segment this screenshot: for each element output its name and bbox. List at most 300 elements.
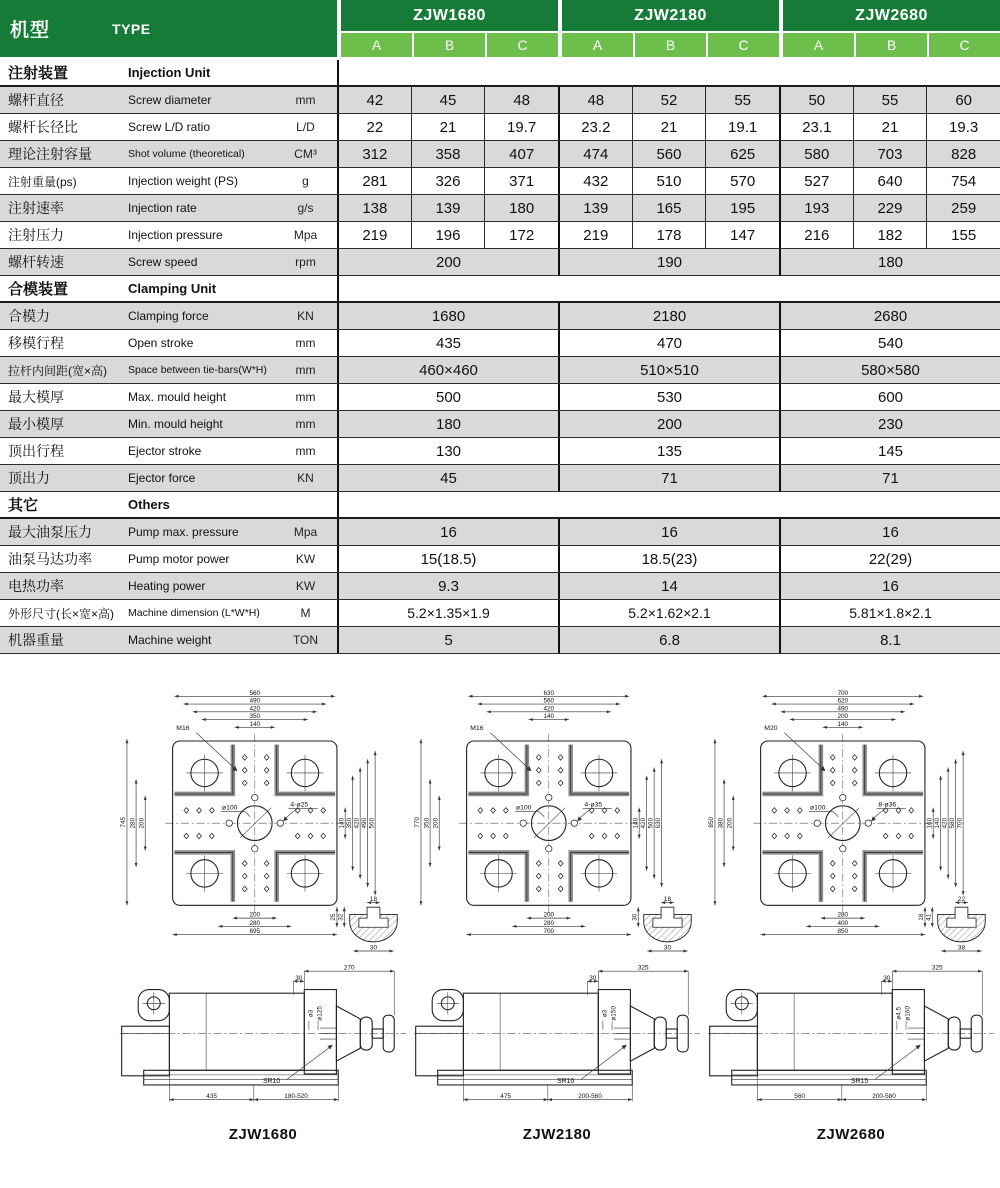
value-cell-merged: 1680 xyxy=(337,303,558,329)
value-cell: 560 xyxy=(632,141,706,167)
svg-text:ø4.5: ø4.5 xyxy=(895,1006,903,1020)
svg-text:580: 580 xyxy=(948,817,956,829)
model-group-zjw2680 xyxy=(783,0,1000,57)
label-zh: 油泵马达功率 xyxy=(8,551,92,567)
spec-row-ejector-stroke xyxy=(0,438,1000,465)
value-cell-merged: 540 xyxy=(779,330,1000,356)
svg-text:270: 270 xyxy=(343,964,355,972)
spec-row-machine-weight xyxy=(0,627,1000,654)
spec-row-machine-dimension-l-w-h xyxy=(0,600,1000,627)
value-cell-merged: 16 xyxy=(337,519,558,545)
value-cell: 48 xyxy=(484,87,558,113)
label-zh: 外形尺寸(长×宽×高) xyxy=(8,606,115,621)
table-header xyxy=(0,0,1000,57)
svg-text:SR15: SR15 xyxy=(851,1078,869,1086)
svg-text:30: 30 xyxy=(369,944,378,952)
value-cell: 138 xyxy=(337,195,411,221)
unit-label: KN xyxy=(297,309,314,323)
spec-row-injection-rate xyxy=(0,195,1000,222)
spec-row-pump-max-pressure xyxy=(0,519,1000,546)
model-name-zjw1680: ZJW1680 xyxy=(341,0,558,31)
svg-text:280: 280 xyxy=(837,911,849,919)
drawing-cell-zjw2680 xyxy=(704,688,998,1143)
svg-text:ø3: ø3 xyxy=(601,1009,609,1018)
svg-text:180-520: 180-520 xyxy=(284,1093,308,1101)
svg-text:SR10: SR10 xyxy=(557,1078,575,1086)
subcol-row xyxy=(341,33,558,57)
svg-text:490: 490 xyxy=(249,697,261,705)
value-cell-merged: 130 xyxy=(337,438,558,464)
svg-text:200: 200 xyxy=(726,817,734,829)
value-cell-merged: 500 xyxy=(337,384,558,410)
value-cell: 326 xyxy=(411,168,485,194)
unit-label: KW xyxy=(295,579,316,593)
model-name-zjw2680: ZJW2680 xyxy=(783,0,1000,31)
value-cell-merged: 180 xyxy=(337,411,558,437)
svg-text:420: 420 xyxy=(353,817,361,829)
svg-text:ø125: ø125 xyxy=(316,1006,324,1021)
svg-text:420: 420 xyxy=(941,817,949,829)
value-cell: 510 xyxy=(632,168,706,194)
value-cell: 407 xyxy=(484,141,558,167)
spec-row-screw-speed xyxy=(0,249,1000,276)
svg-text:560: 560 xyxy=(543,697,555,705)
svg-text:41: 41 xyxy=(925,913,933,921)
value-cell: 21 xyxy=(411,114,485,140)
value-cell: 474 xyxy=(558,141,632,167)
label-zh: 注射速率 xyxy=(8,200,64,216)
platen-drawing xyxy=(116,688,410,962)
svg-text:200: 200 xyxy=(543,911,555,919)
value-cell-merged: 2180 xyxy=(558,303,779,329)
unit-label: g/s xyxy=(297,201,314,215)
model-group-zjw1680 xyxy=(341,0,558,57)
svg-text:200-560: 200-560 xyxy=(578,1093,602,1101)
value-cell-merged: 16 xyxy=(558,519,779,545)
label-zh: 最大油泵压力 xyxy=(8,524,92,540)
label-en: Space between tie-bars(W*H) xyxy=(128,364,267,376)
value-cell: 182 xyxy=(853,222,927,248)
label-en: Injection weight (PS) xyxy=(128,174,239,188)
value-cell: 432 xyxy=(558,168,632,194)
value-cell-merged: 71 xyxy=(779,465,1000,491)
svg-text:M16: M16 xyxy=(176,725,190,733)
value-cell-merged: 15(18.5) xyxy=(337,546,558,572)
section-title-zh: 其它 xyxy=(8,497,39,514)
svg-text:620: 620 xyxy=(837,697,849,705)
type-label-zh: 机型 xyxy=(10,20,51,41)
subcol-zjw2680-b: B xyxy=(856,33,927,57)
label-zh: 电热功率 xyxy=(8,578,64,594)
value-cell: 193 xyxy=(779,195,853,221)
unit-label: Mpa xyxy=(293,228,318,242)
label-zh: 机器重量 xyxy=(8,632,64,648)
svg-text:ø150: ø150 xyxy=(610,1006,618,1021)
label-zh: 螺杆转速 xyxy=(8,254,64,270)
value-cell: 55 xyxy=(853,87,927,113)
value-cell: 147 xyxy=(705,222,779,248)
value-cell: 19.3 xyxy=(926,114,1000,140)
label-en: Injection rate xyxy=(128,201,197,215)
type-header-cell xyxy=(0,0,337,57)
unit-label: TON xyxy=(292,633,319,647)
value-cell: 703 xyxy=(853,141,927,167)
svg-text:695: 695 xyxy=(249,928,261,936)
svg-text:475: 475 xyxy=(500,1093,511,1101)
svg-text:700: 700 xyxy=(956,817,964,829)
value-cell: 312 xyxy=(337,141,411,167)
svg-text:490: 490 xyxy=(837,705,849,713)
spec-row-open-stroke xyxy=(0,330,1000,357)
svg-text:30: 30 xyxy=(589,974,597,982)
svg-text:560: 560 xyxy=(249,689,261,697)
svg-text:560: 560 xyxy=(368,817,376,829)
label-en: Max. mould height xyxy=(128,390,227,404)
value-cell: 640 xyxy=(853,168,927,194)
subcol-zjw1680-a: A xyxy=(341,33,412,57)
value-cell-merged: 16 xyxy=(779,573,1000,599)
spec-row-screw-diameter xyxy=(0,87,1000,114)
drawing-caption: ZJW1680 xyxy=(228,1126,298,1143)
subcol-zjw2180-b: B xyxy=(635,33,706,57)
value-cell: 19.7 xyxy=(484,114,558,140)
value-cell: 371 xyxy=(484,168,558,194)
svg-text:M16: M16 xyxy=(470,725,484,733)
unit-label: mm xyxy=(295,363,316,377)
unit-label: mm xyxy=(295,336,316,350)
svg-text:560: 560 xyxy=(794,1093,805,1101)
label-zh: 最大模厚 xyxy=(8,389,64,405)
section-title-zh: 合模装置 xyxy=(8,281,69,298)
type-label-en: TYPE xyxy=(112,20,151,37)
label-zh: 顶出行程 xyxy=(8,443,64,459)
value-cell-merged: 71 xyxy=(558,465,779,491)
value-cell-merged: 510×510 xyxy=(558,357,779,383)
subcol-zjw2180-c: C xyxy=(708,33,779,57)
svg-text:200: 200 xyxy=(837,713,849,721)
svg-text:700: 700 xyxy=(543,928,555,936)
unit-label: rpm xyxy=(295,255,316,269)
label-en: Clamping force xyxy=(128,309,209,323)
spec-row-space-between-tie-bars-w-h xyxy=(0,357,1000,384)
value-cell-merged: 230 xyxy=(779,411,1000,437)
svg-text:140: 140 xyxy=(837,720,849,728)
svg-text:400: 400 xyxy=(837,919,849,927)
svg-text:140: 140 xyxy=(249,720,261,728)
subcol-row xyxy=(783,33,1000,57)
value-cell: 22 xyxy=(337,114,411,140)
value-cell: 180 xyxy=(484,195,558,221)
svg-text:160: 160 xyxy=(926,817,934,829)
value-cell: 19.1 xyxy=(705,114,779,140)
svg-text:380: 380 xyxy=(717,817,725,829)
label-zh: 螺杆直径 xyxy=(8,92,64,108)
svg-text:32: 32 xyxy=(337,913,345,921)
svg-text:200: 200 xyxy=(249,911,261,919)
value-cell-merged: 45 xyxy=(337,465,558,491)
side-view-drawing xyxy=(704,962,998,1118)
section-title-zh: 注射装置 xyxy=(8,65,69,82)
svg-text:ø3: ø3 xyxy=(307,1009,315,1018)
svg-text:ø100: ø100 xyxy=(221,804,238,812)
svg-text:140: 140 xyxy=(933,817,941,829)
svg-text:22: 22 xyxy=(957,896,966,904)
svg-text:325: 325 xyxy=(637,964,649,972)
value-cell: 828 xyxy=(926,141,1000,167)
svg-text:140: 140 xyxy=(632,817,640,829)
value-cell-merged: 2680 xyxy=(779,303,1000,329)
value-cell: 60 xyxy=(926,87,1000,113)
label-en: Machine weight xyxy=(128,633,212,647)
value-cell-merged: 200 xyxy=(558,411,779,437)
model-group-zjw2180 xyxy=(562,0,779,57)
value-cell: 139 xyxy=(558,195,632,221)
spec-row-max-mould-height xyxy=(0,384,1000,411)
section-title-en: Clamping Unit xyxy=(128,281,217,296)
svg-text:850: 850 xyxy=(837,928,849,936)
value-cell-merged: 14 xyxy=(558,573,779,599)
svg-text:700: 700 xyxy=(837,689,849,697)
value-cell: 570 xyxy=(705,168,779,194)
unit-label: M xyxy=(300,606,311,620)
value-cell-merged: 460×460 xyxy=(337,357,558,383)
label-zh: 顶出力 xyxy=(8,470,50,486)
platen-drawing xyxy=(704,688,998,962)
value-cell-merged: 470 xyxy=(558,330,779,356)
svg-text:25: 25 xyxy=(330,913,338,921)
drawing-caption: ZJW2180 xyxy=(522,1126,592,1143)
subcol-zjw2180-a: A xyxy=(562,33,633,57)
svg-text:420: 420 xyxy=(543,705,555,713)
side-view-drawing xyxy=(410,962,704,1118)
svg-text:30: 30 xyxy=(883,974,891,982)
value-cell: 219 xyxy=(337,222,411,248)
table-cell xyxy=(337,492,1000,517)
svg-text:140: 140 xyxy=(543,713,555,721)
value-cell-merged: 18.5(23) xyxy=(558,546,779,572)
unit-label: KN xyxy=(297,471,314,485)
value-cell: 216 xyxy=(779,222,853,248)
technical-drawings xyxy=(116,688,1000,1143)
value-cell: 172 xyxy=(484,222,558,248)
label-en: Ejector stroke xyxy=(128,444,202,458)
spec-row-shot-volume-theoretical xyxy=(0,141,1000,168)
subcol-zjw2680-a: A xyxy=(783,33,854,57)
value-cell: 281 xyxy=(337,168,411,194)
label-zh: 最小模厚 xyxy=(8,416,64,432)
table-cell xyxy=(337,276,1000,301)
svg-text:420: 420 xyxy=(249,705,261,713)
svg-text:18: 18 xyxy=(918,913,926,921)
value-cell-merged: 145 xyxy=(779,438,1000,464)
value-cell-merged: 580×580 xyxy=(779,357,1000,383)
value-cell: 527 xyxy=(779,168,853,194)
spec-row-min-mould-height xyxy=(0,411,1000,438)
svg-text:490: 490 xyxy=(360,817,368,829)
svg-text:4-ø35: 4-ø35 xyxy=(584,801,603,809)
value-cell: 23.1 xyxy=(779,114,853,140)
value-cell-merged: 9.3 xyxy=(337,573,558,599)
spec-row-injection-weight-ps xyxy=(0,168,1000,195)
svg-text:ø100: ø100 xyxy=(515,804,532,812)
value-cell: 139 xyxy=(411,195,485,221)
svg-text:350: 350 xyxy=(423,817,431,829)
label-en: Open stroke xyxy=(128,336,194,350)
label-zh: 移模行程 xyxy=(8,335,64,351)
label-en: Ejector force xyxy=(128,471,196,485)
unit-label: mm xyxy=(295,390,316,404)
label-en: Machine dimension (L*W*H) xyxy=(128,607,260,619)
label-en: Pump max. pressure xyxy=(128,525,239,539)
svg-text:18: 18 xyxy=(663,896,672,904)
value-cell: 155 xyxy=(926,222,1000,248)
svg-text:38: 38 xyxy=(957,944,966,952)
spec-row-clamping-force xyxy=(0,303,1000,330)
value-cell: 42 xyxy=(337,87,411,113)
svg-text:4-ø25: 4-ø25 xyxy=(290,801,309,809)
svg-text:SR10: SR10 xyxy=(263,1078,281,1086)
unit-label: L/D xyxy=(296,120,315,134)
subcol-zjw1680-c: C xyxy=(487,33,558,57)
value-cell-merged: 200 xyxy=(337,249,558,275)
section-row xyxy=(0,60,1000,87)
value-cell-merged: 190 xyxy=(558,249,779,275)
svg-text:435: 435 xyxy=(206,1093,217,1101)
platen-drawing xyxy=(410,688,704,962)
subcol-zjw1680-b: B xyxy=(414,33,485,57)
value-cell: 229 xyxy=(853,195,927,221)
value-cell-merged: 6.8 xyxy=(558,627,779,653)
svg-text:630: 630 xyxy=(654,817,662,829)
label-en: Screw L/D ratio xyxy=(128,120,211,134)
svg-text:200: 200 xyxy=(432,817,440,829)
value-cell-merged: 530 xyxy=(558,384,779,410)
label-en: Heating power xyxy=(128,579,206,593)
svg-text:30: 30 xyxy=(631,913,639,921)
table-cell xyxy=(337,60,1000,85)
value-cell: 23.2 xyxy=(558,114,632,140)
value-cell: 754 xyxy=(926,168,1000,194)
svg-text:420: 420 xyxy=(639,817,647,829)
value-cell: 45 xyxy=(411,87,485,113)
svg-text:200-580: 200-580 xyxy=(872,1093,896,1101)
svg-text:140: 140 xyxy=(338,817,346,829)
svg-text:30: 30 xyxy=(663,944,672,952)
value-cell: 165 xyxy=(632,195,706,221)
side-view-drawing xyxy=(116,962,410,1118)
label-zh: 理论注射容量 xyxy=(8,146,92,162)
value-cell-merged: 5.81×1.8×2.1 xyxy=(779,600,1000,626)
value-cell: 52 xyxy=(632,87,706,113)
value-cell-merged: 135 xyxy=(558,438,779,464)
label-en: Screw diameter xyxy=(128,93,212,107)
drawing-cell-zjw1680 xyxy=(116,688,410,1143)
spec-table-body xyxy=(0,60,1000,654)
svg-text:630: 630 xyxy=(543,689,555,697)
unit-label: KW xyxy=(295,552,316,566)
value-cell: 21 xyxy=(853,114,927,140)
label-zh: 螺杆长径比 xyxy=(8,119,78,135)
label-en: Min. mould height xyxy=(128,417,223,431)
svg-text:280: 280 xyxy=(129,817,137,829)
unit-label: mm xyxy=(295,444,316,458)
svg-text:325: 325 xyxy=(931,964,943,972)
label-zh: 拉杆内间距(宽×高) xyxy=(8,363,108,378)
label-en: Screw speed xyxy=(128,255,198,269)
svg-text:350: 350 xyxy=(345,817,353,829)
value-cell: 21 xyxy=(632,114,706,140)
value-cell: 178 xyxy=(632,222,706,248)
svg-text:745: 745 xyxy=(120,816,128,828)
spec-row-pump-motor-power xyxy=(0,546,1000,573)
value-cell: 358 xyxy=(411,141,485,167)
value-cell: 48 xyxy=(558,87,632,113)
spec-row-screw-l-d-ratio xyxy=(0,114,1000,141)
svg-text:850: 850 xyxy=(708,816,716,828)
label-en: Shot volume (theoretical) xyxy=(128,148,245,160)
spec-row-heating-power xyxy=(0,573,1000,600)
label-en: Injection pressure xyxy=(128,228,223,242)
unit-label: mm xyxy=(295,417,316,431)
value-cell-merged: 600 xyxy=(779,384,1000,410)
svg-text:ø100: ø100 xyxy=(809,804,826,812)
value-cell-merged: 22(29) xyxy=(779,546,1000,572)
svg-text:770: 770 xyxy=(414,816,422,828)
value-cell: 259 xyxy=(926,195,1000,221)
spec-row-ejector-force xyxy=(0,465,1000,492)
spec-row-injection-pressure xyxy=(0,222,1000,249)
value-cell-merged: 5.2×1.35×1.9 xyxy=(337,600,558,626)
unit-label: g xyxy=(302,174,309,188)
value-cell: 55 xyxy=(705,87,779,113)
label-zh: 注射重量(ps) xyxy=(8,174,77,189)
svg-text:ø160: ø160 xyxy=(904,1006,912,1021)
unit-label: Mpa xyxy=(293,525,318,539)
section-row xyxy=(0,276,1000,303)
model-name-zjw2180: ZJW2180 xyxy=(562,0,779,31)
svg-text:350: 350 xyxy=(249,713,261,721)
drawing-cell-zjw2180 xyxy=(410,688,704,1143)
svg-text:280: 280 xyxy=(249,919,261,927)
value-cell-merged: 16 xyxy=(779,519,1000,545)
label-zh: 注射压力 xyxy=(8,227,64,243)
value-cell: 219 xyxy=(558,222,632,248)
svg-text:280: 280 xyxy=(543,919,555,927)
section-title-en: Injection Unit xyxy=(128,65,211,80)
value-cell: 195 xyxy=(705,195,779,221)
value-cell-merged: 5 xyxy=(337,627,558,653)
value-cell: 196 xyxy=(411,222,485,248)
section-title-en: Others xyxy=(128,497,170,512)
svg-text:30: 30 xyxy=(295,974,303,982)
svg-text:M20: M20 xyxy=(764,725,778,733)
svg-text:8-ø36: 8-ø36 xyxy=(878,801,897,809)
value-cell-merged: 435 xyxy=(337,330,558,356)
section-row xyxy=(0,492,1000,519)
drawing-caption: ZJW2680 xyxy=(816,1126,886,1143)
subcol-row xyxy=(562,33,779,57)
value-cell: 580 xyxy=(779,141,853,167)
value-cell: 625 xyxy=(705,141,779,167)
svg-text:18: 18 xyxy=(369,896,378,904)
label-en: Pump motor power xyxy=(128,552,230,566)
subcol-zjw2680-c: C xyxy=(929,33,1000,57)
svg-text:560: 560 xyxy=(647,817,655,829)
value-cell: 50 xyxy=(779,87,853,113)
label-zh: 合模力 xyxy=(8,308,50,324)
svg-text:200: 200 xyxy=(138,817,146,829)
value-cell-merged: 180 xyxy=(779,249,1000,275)
